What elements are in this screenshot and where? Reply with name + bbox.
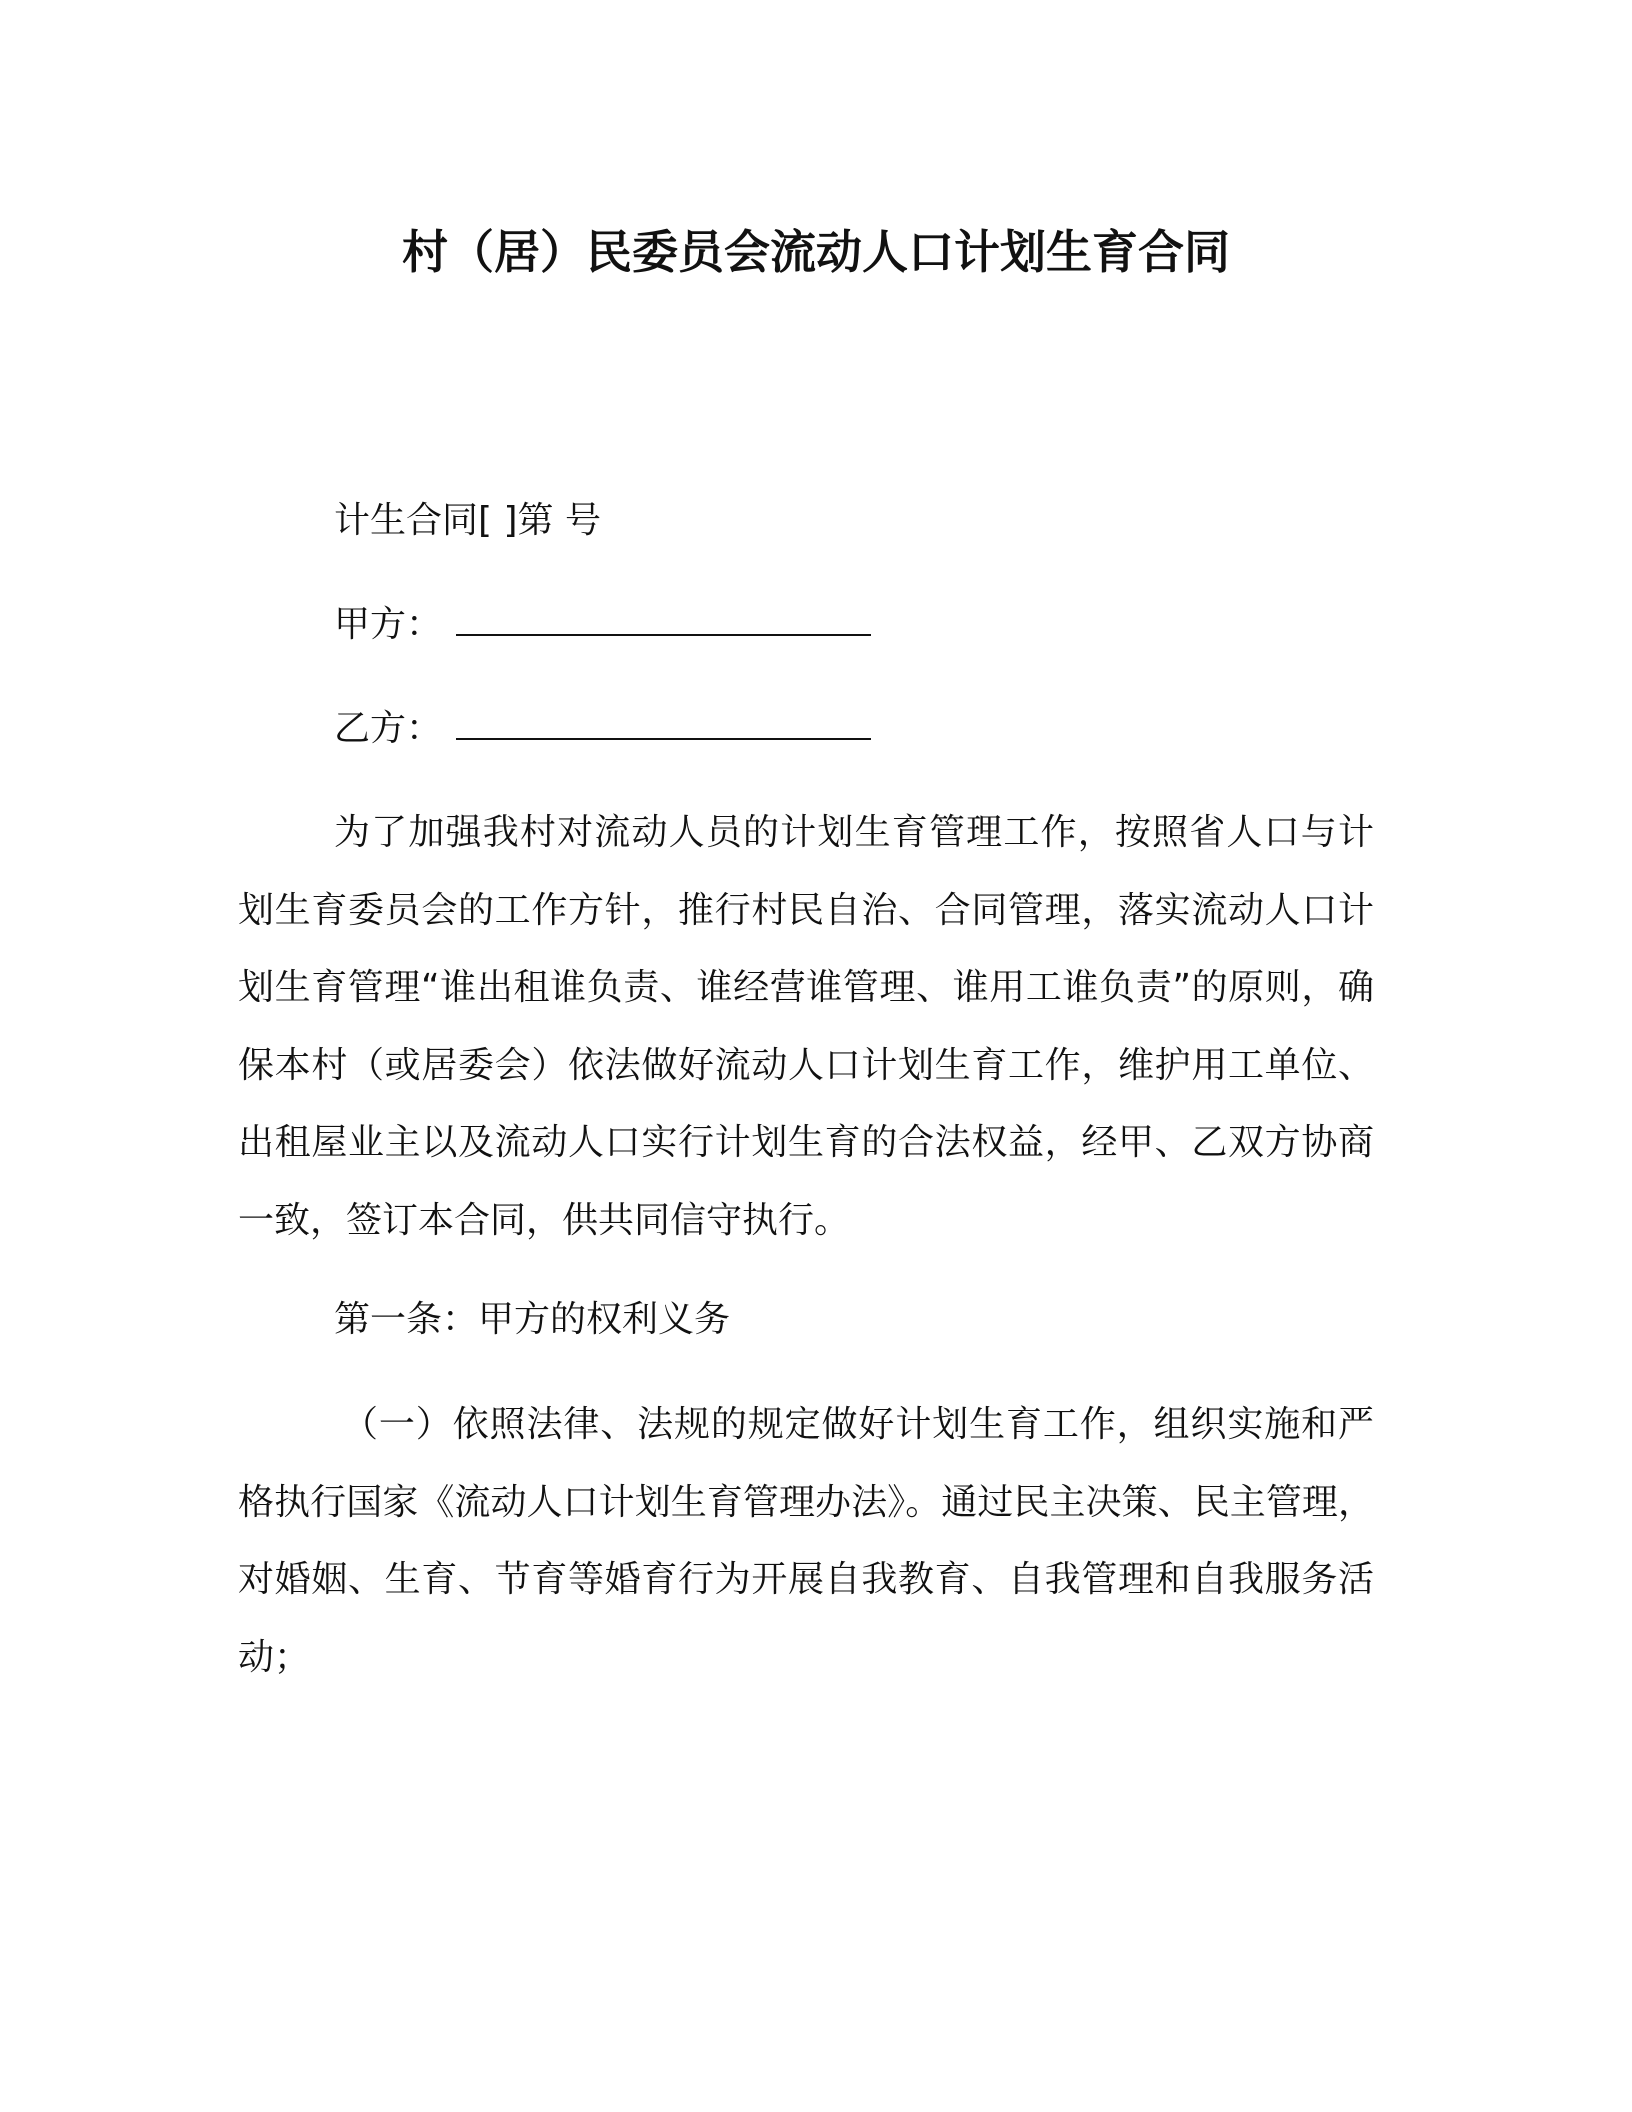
article-one-heading: 第一条：甲方的权利义务 — [334, 1299, 731, 1340]
party-b-blank — [456, 702, 871, 740]
document-title: 村（居）民委员会流动人口计划生育合同 — [402, 225, 1230, 279]
article-one-item-one: （一）依照法律、法规的规定做好计划生育工作，组织实施和严格执行国家《流动人口计划生育管理办法》。通过民主决策、民主管理，对婚姻、生育、节育等婚育行为开展自我教育、自我管理和自我服务活动； — [238, 1404, 1374, 1678]
contract-number: 计生合同[ ]第 号 — [334, 500, 601, 541]
party-b-line — [334, 702, 871, 754]
party-a-label: 甲方： — [334, 604, 443, 645]
party-a-blank — [456, 598, 871, 636]
preamble-paragraph: 为了加强我村对流动人员的计划生育管理工作，按照省人口与计划生育委员会的工作方针，推行村民自治、合同管理，落实流动人口计划生育管理“谁出租谁负责、谁经营谁管理、谁用工谁负责”的原则，确保本村（或居委会）依法做好流动人口计划生育工作，维护用工单位、出租屋业主以及流动人口实行计划生育的合法权益，经甲、乙双方协商一致，签订本合同，供共同信守执行。 — [238, 812, 1374, 1241]
party-b-label: 乙方： — [334, 708, 443, 749]
party-a-line — [334, 598, 871, 650]
